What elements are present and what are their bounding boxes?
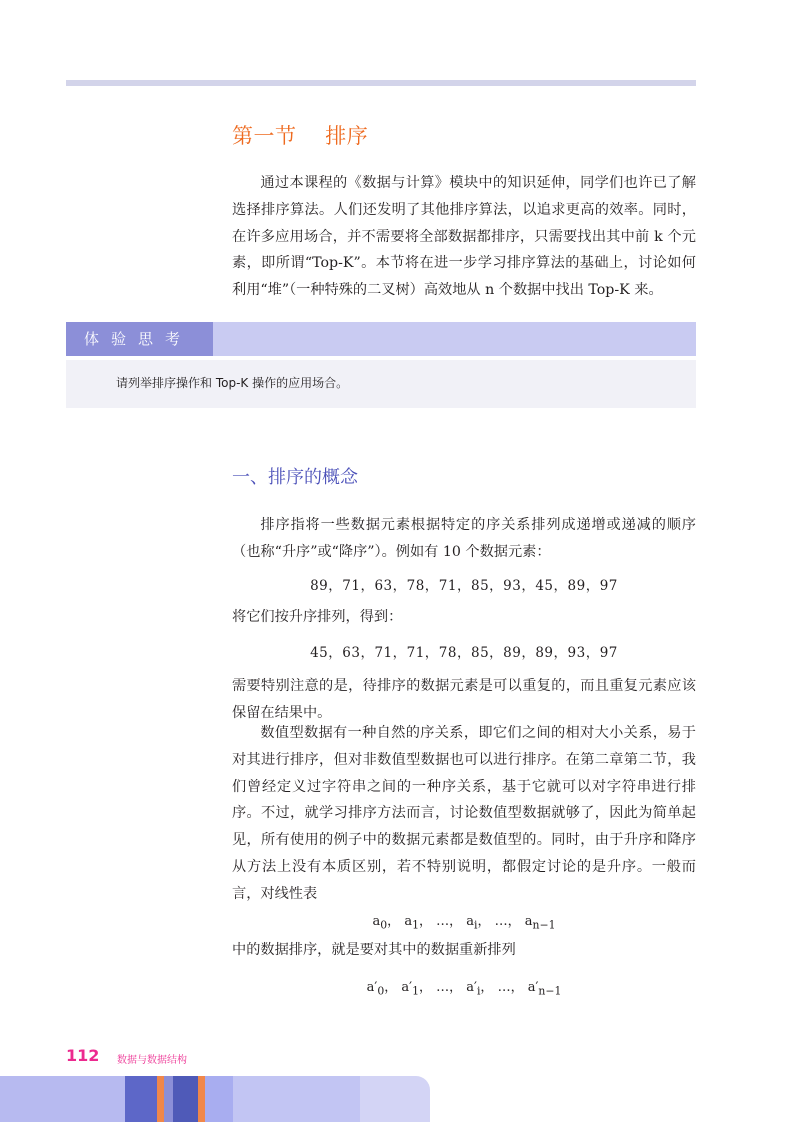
term-a0: $a_0$ [372, 914, 388, 932]
ellipsis: … [436, 914, 450, 929]
term-a1: $a_1$ [404, 914, 419, 932]
concept-para-4: 数值型数据有一种自然的序关系，即它们之间的相对大小关系，易于对其进行排序，但对非数值型数据也可以进行排序。在第二章第二节，我们曾经定义过字符串之间的一种序关系，基于它就可以对字符串进行排序。不过，就学习排序方法而言，讨论数值型数据就够了，因此为简单起见，所有使用的例子中的数据元素都是数值型的。同时，由于升序和降序从方法上没有本质区别，若不特别说明，都假定讨论的是升序。一般而言，对线性表 [232, 725, 696, 902]
ellipsis: … [497, 980, 511, 995]
term-ai: $a_i$ [466, 914, 478, 932]
footer-stripe-pale [233, 1076, 360, 1122]
book-title: 数据与数据结构 [117, 1055, 187, 1066]
intro-text: 通过本课程的《数据与计算》模块中的知识延伸，同学们也许已了解选择排序算法。人们还发明了其他排序算法，以追求更高的效率。同时，在许多应用场合，并不需要将全部数据都排序，只需要找出其中前 k 个元素，即所谓“Top-K”。本节将在进一步学习排序算法的基础上，讨论如何利用“堆”（一种特殊的二叉树）高效地从 n 个数据中找出 Top-K 来。 [232, 175, 696, 299]
footer-stripe-dark [173, 1076, 198, 1122]
ellipsis: … [436, 980, 450, 995]
term-a0-prime: $a'_0$ [366, 980, 385, 998]
formula-reordered-list: $a'_0$， $a'_1$， …， $a'_i$， …， $a'_{n-1}$ [366, 980, 562, 998]
footer-stripe-orange-2 [198, 1076, 205, 1122]
footer-band-left [0, 1076, 125, 1122]
concept-heading: 一、排序的概念 [232, 467, 358, 488]
footer-stripe-blue [125, 1076, 157, 1122]
concept-para-1: 排序指将一些数据元素根据特定的序关系排列成递增或递减的顺序（也称“升序”或“降序”）。例如有 10 个数据元素： [232, 517, 696, 560]
section-title: 第一节 排序 [232, 124, 369, 148]
term-an-1-prime: $a'_{n-1}$ [527, 980, 562, 998]
concept-para-2: 将它们按升序排列，得到： [232, 609, 403, 625]
sequence-original: 89，71，63，78，71，85，93，45，89，97 [310, 578, 618, 594]
intro-paragraph [232, 170, 696, 304]
think-box-text: 请列举排序操作和 Top-K 操作的应用场合。 [116, 376, 349, 390]
formula-linear-list: $a_0$， $a_1$， …， $a_i$， …， $a_{n-1}$ [372, 914, 556, 932]
footer-stripe-violet [164, 1076, 173, 1122]
ellipsis: … [494, 914, 508, 929]
page-number: 112 [66, 1046, 100, 1065]
footer-stripe-light [205, 1076, 233, 1122]
sequence-sorted: 45，63，71，71，78，85，89，89，93，97 [310, 645, 618, 661]
term-an-1: $a_{n-1}$ [524, 914, 556, 932]
term-a1-prime: $a'_1$ [401, 980, 419, 998]
concept-para-5: 中的数据排序，就是要对其中的数据重新排列 [232, 942, 516, 958]
top-rule [66, 80, 696, 86]
term-ai-prime: $a'_i$ [466, 980, 481, 998]
concept-para-3: 需要特别注意的是，待排序的数据元素是可以重复的，而且重复元素应该保留在结果中。 [232, 678, 696, 721]
think-box-title: 体验思考 [66, 322, 213, 356]
footer-stripe-orange [157, 1076, 164, 1122]
